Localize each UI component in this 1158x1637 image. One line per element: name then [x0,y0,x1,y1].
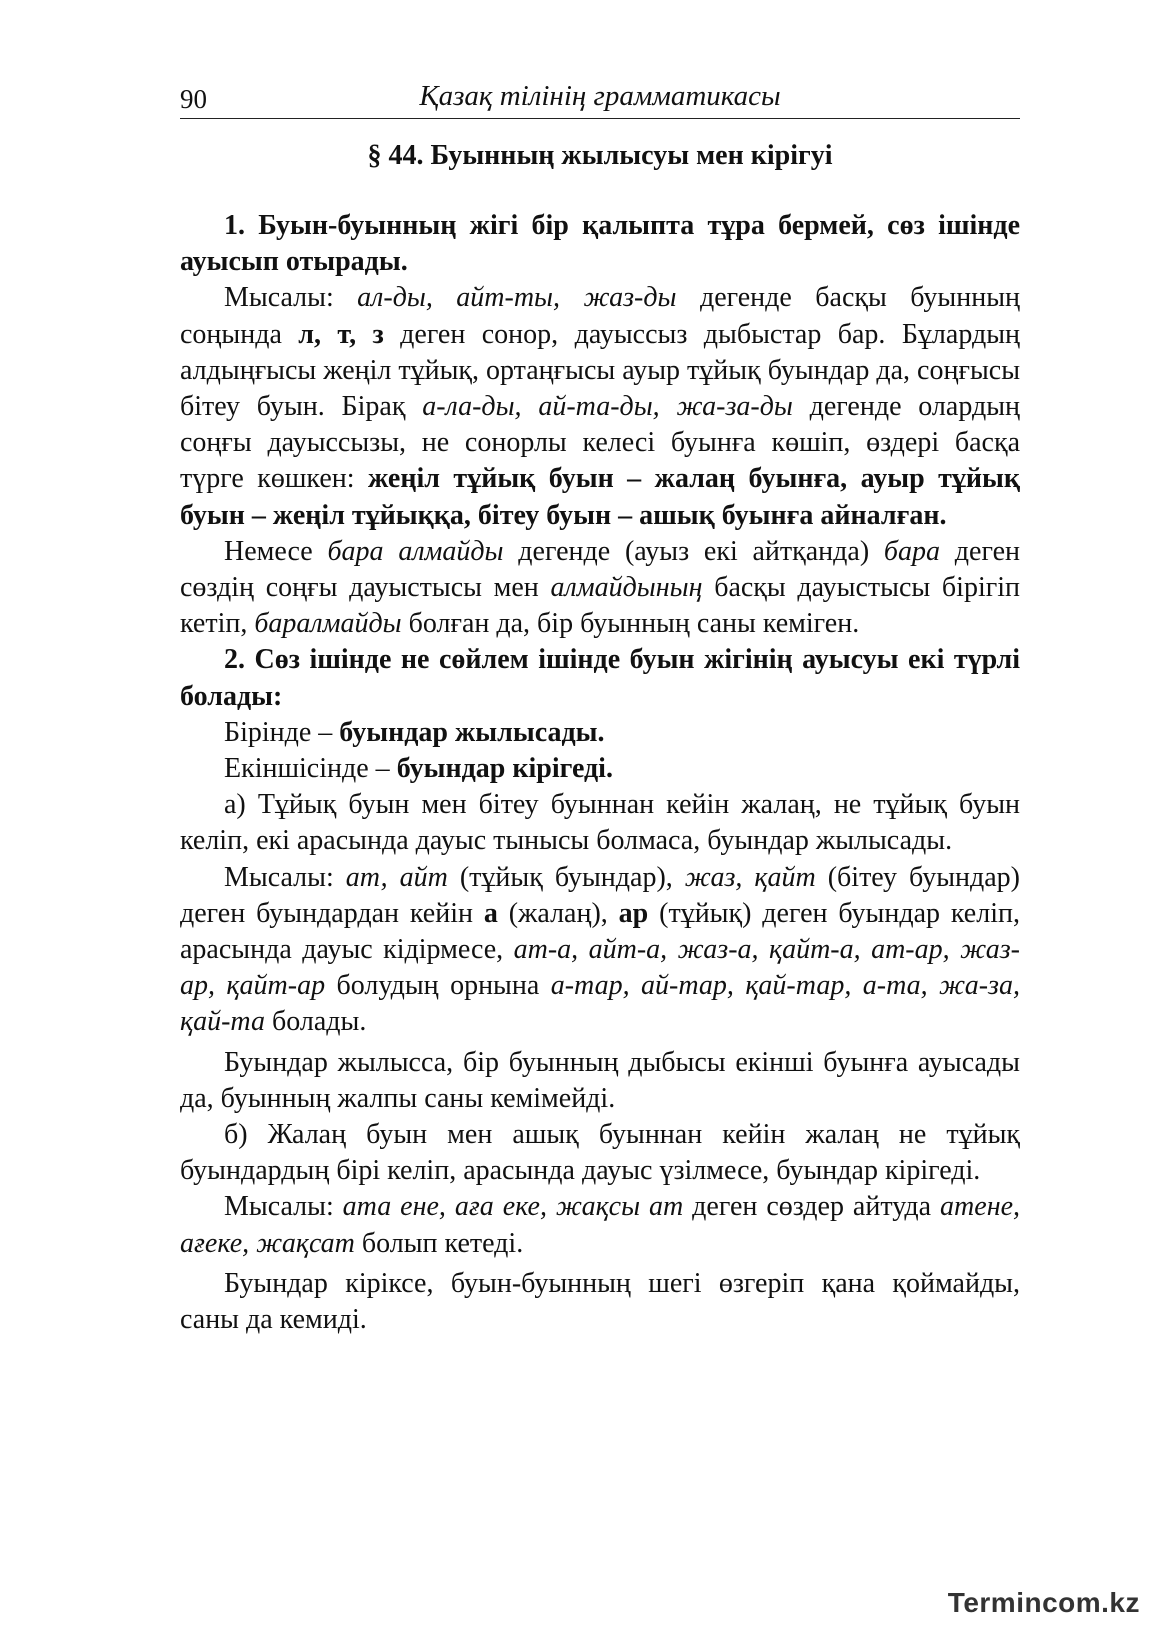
page-number: 90 [180,84,207,114]
page-header [180,78,1020,119]
section-title: § 44. Буынның жылысуы мен кірігуі [367,140,833,171]
paragraph-rule-1: 1. Буын-буынның жігі бір қалыпта тұра бермей, сөз ішінде ауысып отырады. [180,210,1020,278]
site-watermark: Termincom.kz [947,1587,1140,1618]
paragraph-note-2: Буындар кіріксе, буын-буынның шегі өзгеріп қана қоймайды, саны да кемиді. [180,1267,1020,1336]
document-body [180,208,1020,1338]
paragraph-note-1: Буындар жылысса, бір буынның дыбысы екінші буынға ауысады да, буынның жалпы саны кемімейді. [180,1046,1020,1114]
paragraph-example-1: Мысалы: ал-ды, айт-ты, жаз-ды дегенде басқы буынның соңында л, т, з деген сонор, дауыссыз дыбыстар бар. Бұлардың алдыңғысы жеңіл тұйық, ортаңғысы ауыр тұйық буындар да, соңғысы бітеу буын. Бірақ а-ла-ды, ай-та-ды, жа-за-ды дегенде олардың соңғы дауыссызы, не сонорлы келесі буынға көшіп, өздері басқа түрге көшкен: жеңіл тұйық буын – жалаң буынға, ауыр тұйық буын – жеңіл тұйыққа, бітеу буын – ашық буынға айналған. [180,282,1021,531]
running-title: Қазақ тілінің грамматикасы [419,80,781,112]
paragraph-first-type: Бірінде – буындар жылысады. [224,716,605,748]
paragraph-case-b: б) Жалаң буын мен ашық буыннан кейін жалаң не тұйық буындардың бірі келіп, арасында дауыс үзілмесе, буындар кірігеді. [180,1119,1020,1187]
paragraph-example-4: Мысалы: ата ене, аға еке, жақсы ат деген сөздер айтуда атене, ағеке, жақсат болып кетеді. [180,1191,1021,1259]
paragraph-case-a: а) Тұйық буын мен бітеу буыннан кейін жалаң, не тұйық буын келіп, екі арасында дауыс тынысы болмаса, буындар жылысады. [180,789,1020,857]
paragraph-example-3: Мысалы: ат, айт (тұйық буындар), жаз, қайт (бітеу буындар) деген буындардан кейін а (жалаң), ар (тұйық) деген буындар келіп, арасында дауыс кідірмесе, ат-а, айт-а, жаз-а, қайт-а, ат-ар, жаз-ар, қайт-ар болудың орнына а-тар, ай-тар, қай-тар, а-та, жа-за, қай-та болады. [180,861,1021,1038]
paragraph-second-type: Екіншісінде – буындар кірігеді. [224,753,613,785]
paragraph-rule-2: 2. Сөз ішінде не сөйлем ішінде буын жігінің ауысуы екі түрлі болады: [180,644,1020,712]
paragraph-example-2: Немесе бара алмайды дегенде (ауыз екі айтқанда) бара деген сөздің соңғы дауыстысы мен алмайдының басқы дауыстысы бірігіп кетіп, баралмайды болған да, бір буынның саны кеміген. [180,535,1020,640]
